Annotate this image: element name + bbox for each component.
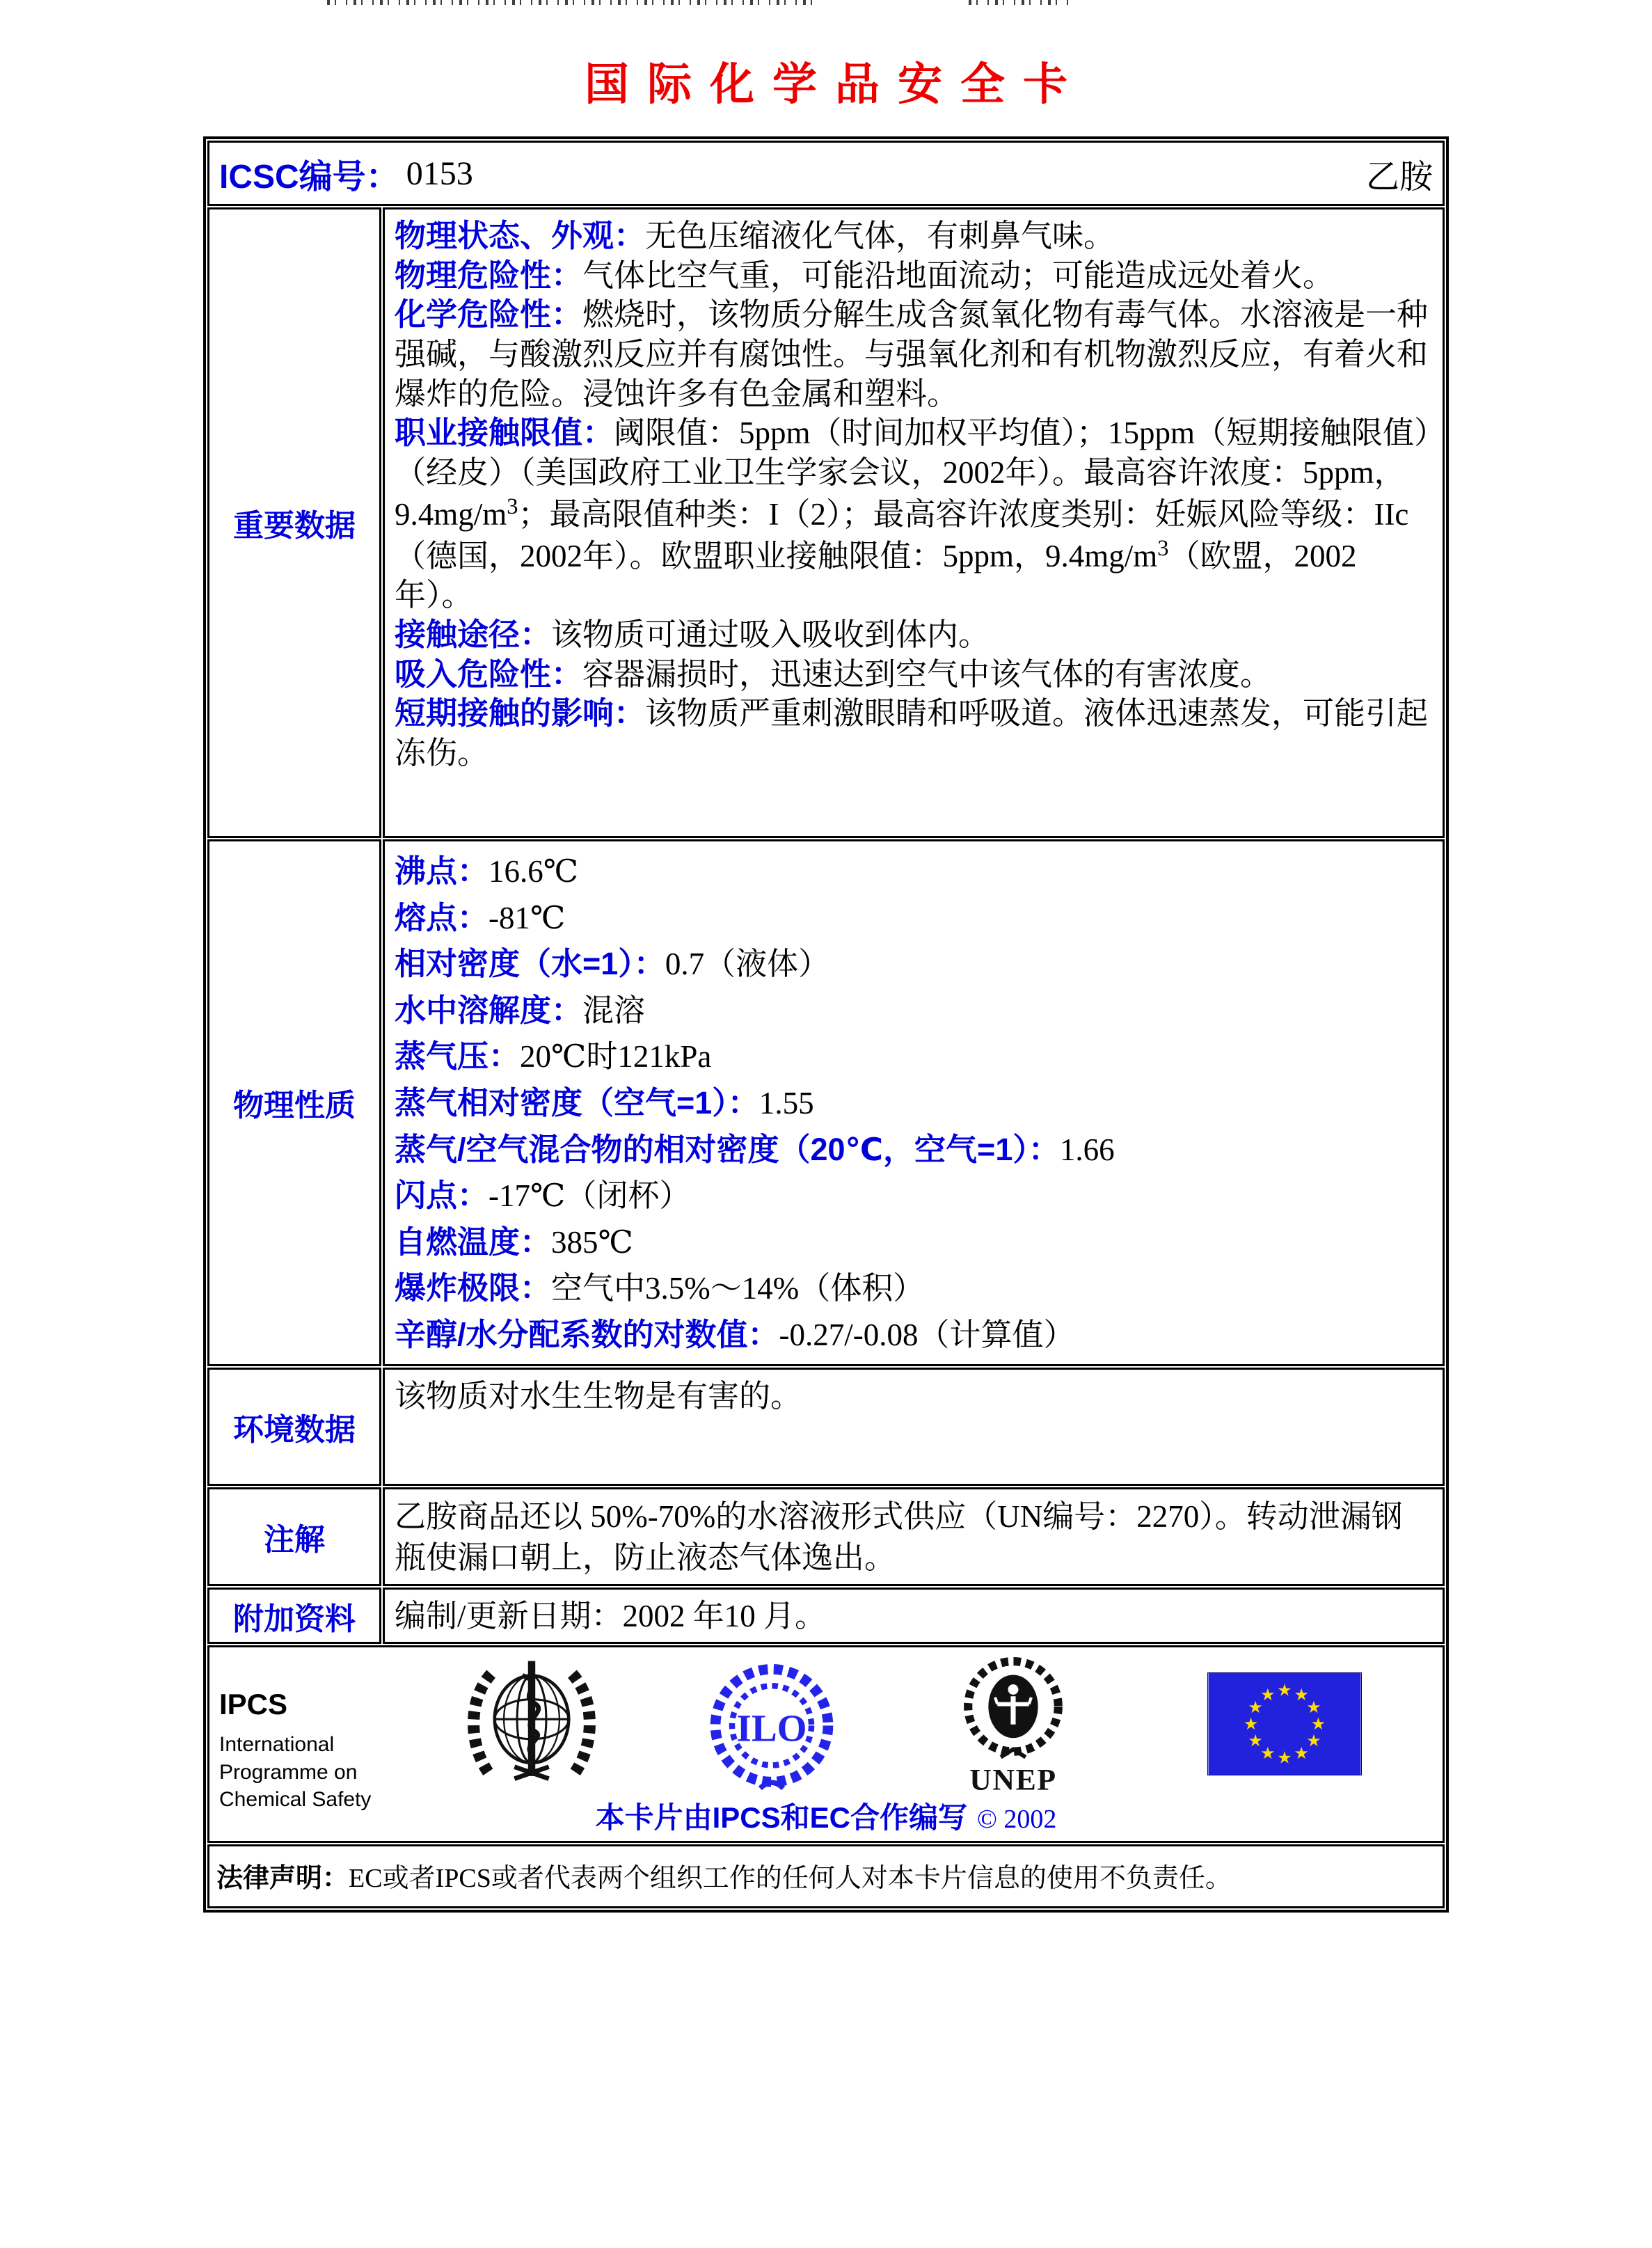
svg-text:★: ★ bbox=[1260, 1743, 1276, 1763]
legal-cell bbox=[207, 1844, 1445, 1908]
paragraph: 自燃温度：385℃ bbox=[395, 1224, 633, 1260]
paragraph: 蒸气压：20℃时121kPa bbox=[395, 1038, 712, 1075]
section-content-wuli bbox=[383, 839, 1445, 1366]
who-logo-icon bbox=[466, 1656, 598, 1788]
paragraph: 爆炸极限：空气中3.5%～14%（体积） bbox=[395, 1270, 925, 1306]
svg-text:★: ★ bbox=[1260, 1685, 1276, 1705]
logos-cell bbox=[207, 1645, 1445, 1843]
section-label-huanjing: 环境数据 bbox=[207, 1368, 381, 1486]
ipcs-line: Chemical Safety bbox=[219, 1788, 372, 1812]
ipcs-line: International bbox=[219, 1733, 335, 1756]
paragraph: 熔点：-81℃ bbox=[395, 899, 566, 935]
paragraph: 化学危险性：燃烧时，该物质分解生成含氮氧化物有毒气体。水溶液是一种强碱，与酸激烈反应并有腐蚀性。与强氧化剂和有机物激烈反应，有着火和爆炸的危险。浸蚀许多有色金属和塑料。 bbox=[395, 296, 1429, 411]
svg-text:★: ★ bbox=[1306, 1731, 1321, 1751]
section-row-zhongyao bbox=[207, 207, 1445, 838]
section-content-huanjing bbox=[383, 1368, 1445, 1486]
paragraph: 短期接触的影响：该物质严重刺激眼睛和呼吸道。液体迅速蒸发，可能引起冻伤。 bbox=[395, 695, 1429, 770]
ipcs-title: IPCS bbox=[219, 1688, 288, 1720]
paragraph: 水中溶解度：混溶 bbox=[395, 992, 646, 1028]
section-row-wuli bbox=[207, 839, 1445, 1366]
paragraph: 物理状态、外观：无色压缩液化气体，有刺鼻气味。 bbox=[395, 218, 1115, 253]
legal-text: EC或者IPCS或者代表两个组织工作的任何人对本卡片信息的使用不负责任。 bbox=[349, 1864, 1232, 1893]
svg-text:★: ★ bbox=[1306, 1697, 1321, 1717]
header-row bbox=[207, 141, 1445, 206]
paragraph: 蒸气相对密度（空气=1）：1.55 bbox=[395, 1084, 814, 1121]
paragraph: 相对密度（水=1）：0.7（液体） bbox=[395, 946, 830, 982]
paragraph: 蒸气/空气混合物的相对密度（20℃，空气=1）：1.66 bbox=[395, 1131, 1115, 1167]
legal-row bbox=[207, 1844, 1445, 1908]
section-label-wuli: 物理性质 bbox=[207, 839, 381, 1366]
svg-text:★: ★ bbox=[1277, 1748, 1292, 1768]
eu-flag-icon bbox=[1207, 1672, 1362, 1775]
svg-text:★: ★ bbox=[1310, 1714, 1326, 1734]
section-row-fujia bbox=[207, 1588, 1445, 1644]
logos-row bbox=[207, 1645, 1445, 1843]
section-content-zhongyao bbox=[383, 207, 1445, 838]
svg-text:★: ★ bbox=[1294, 1685, 1309, 1705]
clipped-print-artifact bbox=[969, 0, 1073, 5]
section-row-huanjing bbox=[207, 1368, 1445, 1486]
footer-caption bbox=[209, 1795, 1443, 1837]
paragraph: 物理危险性：气体比空气重，可能沿地面流动；可能造成远处着火。 bbox=[395, 257, 1335, 293]
paragraph: 沸点：16.6℃ bbox=[395, 853, 579, 889]
svg-text:★: ★ bbox=[1294, 1743, 1309, 1763]
icsc-number-value: 0153 bbox=[406, 155, 473, 192]
icsc-table bbox=[203, 136, 1449, 1913]
svg-text:★: ★ bbox=[1243, 1714, 1259, 1734]
paragraph: 接触途径：该物质可通过吸入吸收到体内。 bbox=[395, 616, 990, 652]
section-content-fujia bbox=[383, 1588, 1445, 1644]
paragraph: 闪点：-17℃（闭杯） bbox=[395, 1178, 691, 1214]
svg-text:★: ★ bbox=[1277, 1680, 1292, 1700]
svg-text:★: ★ bbox=[1248, 1697, 1263, 1717]
paragraph: 吸入危险性：容器漏损时，迅速达到空气中该气体的有害浓度。 bbox=[395, 656, 1272, 692]
unep-logo-icon bbox=[957, 1654, 1070, 1799]
section-content-zhujie bbox=[383, 1487, 1445, 1587]
ilo-logo-icon bbox=[708, 1664, 836, 1792]
paragraph: 编制/更新日期：2002 年10 月。 bbox=[395, 1599, 827, 1634]
clipped-print-artifact bbox=[327, 0, 814, 5]
paragraph: 职业接触限值：阈限值：5ppm（时间加权平均值）；15ppm（短期接触限值）（经皮）（美国政府工业卫生学家会议，2002年）。最高容许浓度：5ppm，$9.4mg/m^3$；最高限值种类：I（2）；最高容许浓度类别：妊娠风险等级：IIc（德国，2002年）。欧盟职业接触限值：5ppm，$9.4mg/m^3$（欧盟，2002年）。 bbox=[395, 415, 1430, 613]
icsc-number-label: ICSC编号： bbox=[219, 158, 399, 196]
header-cell bbox=[207, 141, 1445, 206]
chemical-name: 乙胺 bbox=[1365, 158, 1433, 196]
paragraph: 辛醇/水分配系数的对数值：-0.27/-0.08（计算值） bbox=[395, 1316, 1075, 1352]
caption-text: 本卡片由IPCS和EC合作编写 bbox=[595, 1801, 967, 1834]
legal-label: 法律声明： bbox=[216, 1864, 349, 1893]
unep-logo-text: UNEP bbox=[969, 1763, 1057, 1797]
paragraph: 乙胺商品还以 50%-70%的水溶液形式供应（UN编号：2270）。转动泄漏钢瓶使漏口朝上，防止液态气体逸出。 bbox=[395, 1498, 1403, 1575]
page-title: 国际化学品安全卡 bbox=[585, 59, 1086, 109]
svg-text:★: ★ bbox=[1248, 1731, 1263, 1751]
ilo-logo-text: ILO bbox=[736, 1707, 807, 1750]
section-rows bbox=[207, 207, 1445, 1644]
section-row-zhujie bbox=[207, 1487, 1445, 1587]
ipcs-line: Programme on bbox=[219, 1760, 358, 1784]
section-label-fujia: 附加资料 bbox=[207, 1588, 381, 1644]
caption-copyright: © 2002 bbox=[977, 1805, 1057, 1834]
paragraph: 该物质对水生生物是有害的。 bbox=[395, 1378, 802, 1414]
section-label-zhujie: 注解 bbox=[207, 1487, 381, 1587]
section-label-zhongyao: 重要数据 bbox=[207, 207, 381, 838]
